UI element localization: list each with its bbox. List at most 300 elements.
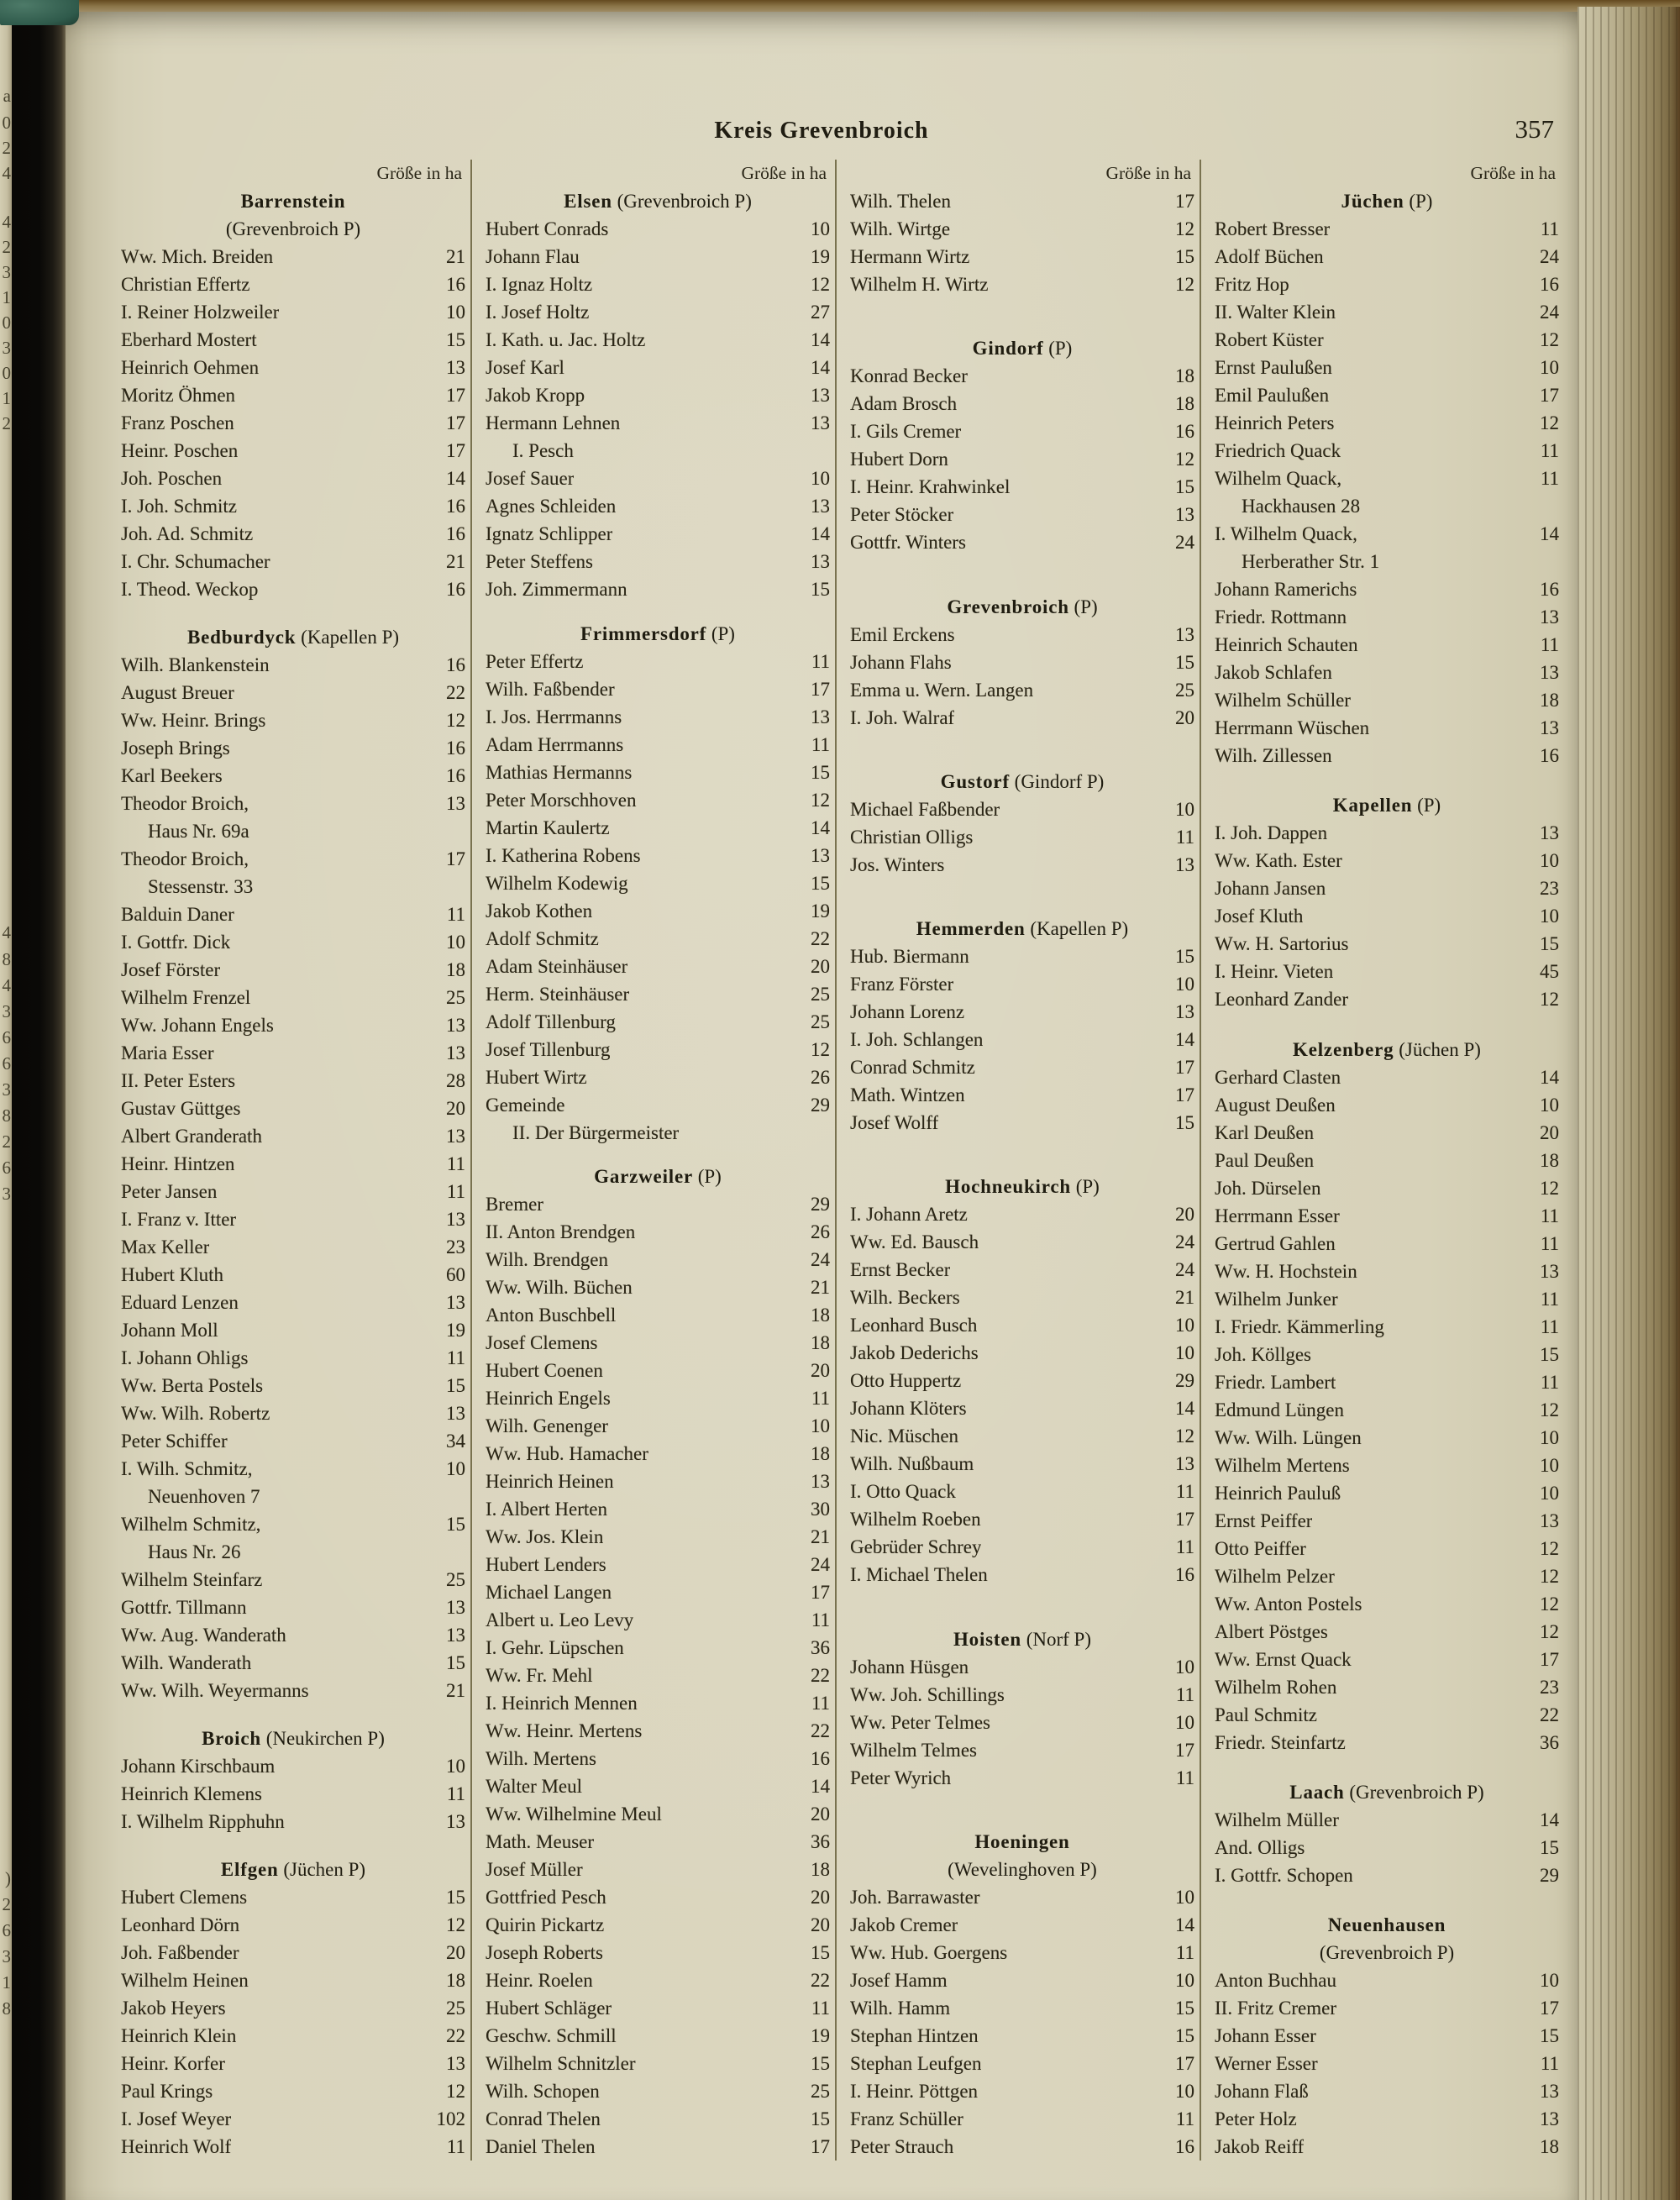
owner-name: Ww. Heinr. Mertens — [486, 1720, 643, 1741]
cutoff-character: 2 — [2, 1894, 11, 1914]
entry-row — [850, 2050, 1194, 2077]
section-parish: (Kapellen P) — [1030, 918, 1129, 940]
owner-name: Heinrich Schauten — [1215, 634, 1358, 655]
owner-name: Ww. Wilh. Robertz — [121, 1403, 270, 1424]
area-ha-value: 15 — [446, 1652, 465, 1673]
owner-name: Joseph Brings — [121, 738, 230, 759]
area-ha-value: 14 — [811, 523, 830, 544]
entry-row — [486, 437, 830, 465]
cutoff-character: 3 — [2, 1184, 11, 1204]
section-village-name: Elsen — [564, 191, 612, 212]
owner-name: Heinr. Poschen — [121, 440, 239, 461]
area-ha-value: 13 — [446, 1015, 465, 1036]
entry-row — [850, 1109, 1194, 1137]
area-ha-value: 10 — [1540, 357, 1559, 378]
owner-name: Edmund Lüngen — [1215, 1399, 1344, 1420]
entry-row — [850, 1764, 1194, 1792]
entry-row — [1215, 465, 1559, 492]
section-broich — [121, 1725, 465, 1835]
entry-row — [850, 998, 1194, 1026]
owner-name: I. Joh. Schmitz — [121, 496, 237, 517]
area-ha-value: 12 — [1175, 274, 1194, 295]
section-gindorf — [850, 334, 1194, 556]
entry-row — [486, 1246, 830, 1273]
owner-name: Gebrüder Schrey — [850, 1536, 982, 1558]
entry-row — [121, 437, 465, 465]
owner-name: Otto Peiffer — [1215, 1537, 1306, 1559]
owner-name: Ww. H. Hochstein — [1215, 1260, 1357, 1282]
area-ha-value: 25 — [446, 1569, 465, 1590]
owner-name: Hermann Lehnen — [486, 412, 621, 433]
section-heading — [850, 1828, 1194, 1856]
owner-name: Jakob Reiff — [1215, 2136, 1305, 2157]
area-ha-value: 24 — [1540, 246, 1559, 267]
entry-row — [850, 2022, 1194, 2050]
owner-name: Franz Schüller — [850, 2108, 963, 2129]
owner-name: Joh. Barrawaster — [850, 1886, 980, 1908]
section-kapellen — [1215, 791, 1559, 1013]
cutoff-character: ) — [5, 1868, 11, 1888]
area-ha-value: 30 — [811, 1499, 830, 1520]
owner-name: I. Wilhelm Ripphuhn — [121, 1811, 285, 1832]
area-ha-value: 17 — [446, 848, 465, 869]
section-heading — [121, 1856, 465, 1883]
owner-name: II. Peter Esters — [121, 1070, 236, 1091]
area-ha-value: 16 — [1540, 579, 1559, 600]
entry-row — [1215, 1119, 1559, 1147]
owner-name: Gottfr. Tillmann — [121, 1597, 247, 1618]
area-ha-value: 13 — [1175, 853, 1194, 875]
owner-name: Albert Pöstges — [1215, 1620, 1328, 1642]
owner-name: I. Kath. u. Jac. Holtz — [486, 329, 646, 350]
entry-row — [486, 1495, 830, 1523]
area-ha-value: 102 — [436, 2108, 465, 2129]
entry-row — [850, 1284, 1194, 1311]
entry-row — [486, 326, 830, 354]
entry-row — [486, 1301, 830, 1329]
section-parish: (Grevenbroich P) — [225, 218, 361, 239]
entry-row — [1215, 1091, 1559, 1119]
area-ha-value: 25 — [446, 987, 465, 1008]
area-ha-value: 20 — [1175, 706, 1194, 728]
owner-name: Paul Schmitz — [1215, 1704, 1318, 1725]
section-heading — [1215, 1939, 1559, 1966]
owner-name: Johann Klöters — [850, 1398, 967, 1420]
entry-row — [121, 1067, 465, 1095]
owner-name: Wilh. Beckers — [850, 1287, 960, 1309]
area-ha-value: 13 — [1175, 1453, 1194, 1475]
owner-name: Friedr. Rottmann — [1215, 606, 1347, 627]
owner-name: I. Gottfr. Schopen — [1215, 1864, 1353, 1886]
entry-row — [850, 1394, 1194, 1422]
owner-name: I. Pesch — [512, 440, 574, 461]
owner-name: II. Der Bürgermeister — [512, 1121, 680, 1143]
area-ha-value: 15 — [1175, 946, 1194, 968]
entry-row — [486, 1689, 830, 1717]
entry-row — [486, 1008, 830, 1036]
section-neuenhausen — [1215, 1911, 1559, 2161]
area-ha-value: 23 — [1540, 1676, 1559, 1698]
entry-continuation — [1215, 548, 1559, 575]
area-ha-value: 13 — [446, 793, 465, 814]
cutoff-character: 1 — [2, 388, 11, 408]
owner-name: Wilh. Mertens — [486, 1748, 596, 1769]
entry-row — [1215, 243, 1559, 270]
owner-name: Friedr. Steinfartz — [1215, 1731, 1346, 1753]
area-ha-value: 25 — [811, 1011, 830, 1032]
area-ha-value: 10 — [1175, 1711, 1194, 1733]
section-hemmerden — [850, 915, 1194, 1137]
entry-row — [121, 1205, 465, 1233]
entry-row — [121, 243, 465, 270]
area-ha-value: 17 — [1175, 191, 1194, 212]
area-ha-value: 13 — [1540, 1260, 1559, 1282]
owner-name: Fritz Hop — [1215, 274, 1289, 295]
entry-row — [850, 1505, 1194, 1533]
section-elfgen — [121, 1856, 465, 2161]
entry-row — [121, 928, 465, 956]
entry-row — [486, 786, 830, 814]
area-ha-value: 18 — [811, 1859, 830, 1880]
entry-row — [486, 2050, 830, 2077]
area-ha-value: 12 — [446, 710, 465, 731]
owner-name: Wilhelm Kodewig — [486, 872, 628, 894]
entry-row — [850, 390, 1194, 417]
owner-name: Johann Moll — [121, 1320, 218, 1341]
owner-name: Moritz Öhmen — [121, 385, 236, 406]
owner-name: Ww. H. Sartorius — [1215, 933, 1349, 955]
cutoff-character: 6 — [2, 1920, 11, 1940]
column-4 — [1200, 160, 1564, 2161]
owner-name: Joh. Zimmermann — [486, 579, 627, 600]
section-parish: (Jüchen P) — [283, 1859, 366, 1880]
section-village-name: Broich — [202, 1728, 261, 1749]
entry-row — [1215, 874, 1559, 902]
owner-name: Emil Paulußen — [1215, 385, 1330, 406]
owner-name: Wilhelm Telmes — [850, 1739, 977, 1761]
page-title: Kreis Grevenbroich — [714, 118, 929, 144]
area-ha-value: 25 — [1175, 679, 1194, 701]
owner-name: I. Katherina Robens — [486, 844, 641, 866]
owner-name: Wilhelm Quack, — [1215, 468, 1342, 489]
owner-name: Hermann Wirtz — [850, 246, 970, 267]
entry-row — [121, 465, 465, 492]
entry-row — [486, 842, 830, 869]
entry-row — [486, 1606, 830, 1634]
section-village-name: Gustorf — [940, 770, 1010, 792]
owner-name: I. Wilhelm Quack, — [1215, 523, 1357, 544]
area-ha-value: 15 — [811, 761, 830, 783]
entry-row — [486, 703, 830, 731]
area-ha-value: 11 — [811, 733, 830, 755]
entry-row — [1215, 631, 1559, 659]
owner-name: Emma u. Wern. Langen — [850, 679, 1034, 701]
area-ha-value: 13 — [1540, 2108, 1559, 2129]
owner-name: Jos. Winters — [850, 853, 945, 875]
entry-row — [1215, 1861, 1559, 1889]
area-ha-value: 13 — [446, 1597, 465, 1618]
section-gustorf — [850, 768, 1194, 879]
area-ha-value: 15 — [1540, 2025, 1559, 2046]
area-ha-value: 18 — [446, 1970, 465, 1991]
area-ha-value: 25 — [811, 983, 830, 1005]
owner-name: Wilh. Wirtge — [850, 218, 951, 239]
section-garzweiler — [486, 1163, 830, 2161]
entry-row — [1215, 1729, 1559, 1756]
cutoff-character: 4 — [2, 212, 11, 232]
area-ha-value: 10 — [1175, 1342, 1194, 1364]
entry-row — [121, 956, 465, 984]
owner-name: Wilhelm Roeben — [850, 1509, 981, 1531]
owner-name: Heinr. Hintzen — [121, 1153, 235, 1174]
area-ha-value: 18 — [1540, 1149, 1559, 1171]
entry-row — [486, 1091, 830, 1119]
owner-name: Friedrich Quack — [1215, 440, 1341, 461]
area-ha-value: 27 — [811, 302, 830, 323]
entry-row — [486, 953, 830, 980]
owner-name: I. Jos. Herrmanns — [486, 706, 622, 727]
area-ha-value: 15 — [811, 872, 830, 894]
area-ha-value: 16 — [1540, 745, 1559, 766]
area-ha-value: 17 — [811, 2136, 830, 2157]
entry-row — [1215, 1966, 1559, 1994]
owner-name: Ww. Heinr. Brings — [121, 710, 266, 731]
entry-row — [486, 1800, 830, 1828]
area-ha-value: 12 — [1175, 1426, 1194, 1447]
owner-name: Theodor Broich, — [121, 793, 249, 814]
entry-row — [121, 1911, 465, 1939]
area-ha-value: 11 — [1175, 1767, 1194, 1788]
entry-row — [1215, 958, 1559, 985]
owner-name: Johann Flau — [486, 246, 580, 267]
area-ha-value: 11 — [1175, 1941, 1194, 1963]
owner-name: Anton Buschbell — [486, 1305, 617, 1326]
owner-name: Christian Effertz — [121, 274, 250, 295]
entry-row — [121, 1594, 465, 1621]
owner-name: Ignatz Schlipper — [486, 523, 613, 544]
owner-name: Jakob Cremer — [850, 1914, 958, 1935]
area-ha-value: 36 — [811, 1831, 830, 1852]
area-ha-value: 11 — [1540, 1205, 1559, 1226]
owner-name: Jakob Kropp — [486, 385, 585, 406]
entry-row — [486, 1440, 830, 1468]
entry-row — [1215, 215, 1559, 243]
area-ha-value: 15 — [811, 2108, 830, 2129]
area-ha-value: 26 — [811, 1221, 830, 1242]
area-ha-value: 13 — [811, 706, 830, 727]
area-ha-value: 11 — [446, 2136, 465, 2157]
entry-row — [1215, 930, 1559, 958]
owner-name: I. Heinr. Krahwinkel — [850, 476, 1011, 498]
entry-row — [850, 215, 1194, 243]
entry-row — [486, 575, 830, 603]
owner-name: Maria Esser — [121, 1042, 214, 1063]
area-ha-value: 10 — [811, 218, 830, 239]
entry-row — [1215, 1618, 1559, 1646]
area-ha-value: 17 — [446, 440, 465, 461]
area-ha-value: 11 — [811, 1609, 830, 1630]
entry-row — [121, 1233, 465, 1261]
owner-name: Math. Meuser — [486, 1831, 595, 1852]
owner-address: Haus Nr. 69a — [148, 821, 249, 842]
size-in-ha-label: Größe in ha — [1105, 163, 1191, 183]
owner-name: Michael Faßbender — [850, 798, 1000, 820]
entry-row — [486, 1745, 830, 1772]
owner-name: Josef Karl — [486, 357, 564, 378]
area-ha-value: 20 — [811, 955, 830, 977]
area-ha-value: 18 — [1175, 365, 1194, 387]
area-ha-value: 10 — [446, 932, 465, 953]
owner-name: I. Wilh. Schmitz, — [121, 1458, 253, 1479]
owner-name: Adolf Schmitz — [486, 927, 599, 949]
area-ha-value: 21 — [446, 246, 465, 267]
owner-name: Ww. Hub. Hamacher — [486, 1443, 648, 1464]
section-heading — [121, 1725, 465, 1752]
entry-row — [121, 2133, 465, 2161]
entry-row — [121, 2022, 465, 2050]
area-ha-value: 12 — [811, 1038, 830, 1060]
section-village-name: Grevenbroich — [947, 596, 1069, 617]
area-ha-value: 10 — [446, 1756, 465, 1777]
owner-name: Wilh. Brendgen — [486, 1249, 608, 1270]
entry-row — [486, 548, 830, 575]
area-ha-value: 21 — [811, 1277, 830, 1298]
area-ha-value: 36 — [811, 1637, 830, 1658]
owner-name: Peter Steffens — [486, 551, 593, 572]
entry-row — [850, 1450, 1194, 1478]
owner-name: I. Gehr. Lüpschen — [486, 1637, 624, 1658]
section-parish: (Gindorf P) — [1014, 770, 1105, 792]
owner-name: Ernst Paulußen — [1215, 357, 1332, 378]
entry-row — [486, 1357, 830, 1384]
owner-name: I. Joh. Schlangen — [850, 1029, 984, 1051]
area-ha-value: 12 — [1540, 1537, 1559, 1559]
section-continued — [850, 160, 1194, 298]
entry-row — [850, 1736, 1194, 1764]
entry-row — [486, 1412, 830, 1440]
entry-row — [486, 1634, 830, 1662]
owner-name: Johann Hüsgen — [850, 1656, 969, 1678]
section-parish: (P) — [1417, 795, 1441, 816]
owner-name: Eduard Lenzen — [121, 1292, 239, 1313]
page — [66, 12, 1578, 2200]
owner-name: Max Keller — [121, 1237, 210, 1258]
owner-name: Peter Strauch — [850, 2135, 954, 2157]
area-ha-value: 11 — [446, 1783, 465, 1804]
owner-name: Wilh. Faßbender — [486, 678, 615, 700]
owner-name: Joh. Poschen — [121, 468, 223, 489]
entry-row — [121, 381, 465, 409]
area-ha-value: 15 — [1175, 1997, 1194, 2019]
area-ha-value: 13 — [1540, 606, 1559, 627]
entry-row — [121, 1780, 465, 1808]
area-ha-value: 13 — [811, 496, 830, 517]
area-ha-value: 14 — [811, 1776, 830, 1797]
owner-name: And. Olligs — [1215, 1836, 1305, 1858]
entry-row — [850, 942, 1194, 970]
section-village-name: Barrenstein — [240, 191, 346, 212]
area-ha-value: 10 — [1540, 1454, 1559, 1476]
owner-name: I. Ignaz Holtz — [486, 274, 593, 295]
section-village-name: Elfgen — [220, 1859, 279, 1880]
owner-name: Wilhelm Mertens — [1215, 1454, 1350, 1476]
entry-row — [1215, 1313, 1559, 1341]
area-ha-value: 20 — [1540, 1121, 1559, 1143]
owner-name: Eberhard Mostert — [121, 329, 257, 350]
section-frimmersdorf — [486, 620, 830, 1147]
area-ha-value: 13 — [1175, 623, 1194, 645]
area-ha-value: 20 — [811, 1360, 830, 1381]
entry-row — [121, 984, 465, 1011]
area-ha-value: 18 — [811, 1305, 830, 1326]
section-heading — [850, 593, 1194, 621]
entry-row — [850, 528, 1194, 556]
owner-name: Hubert Wirtz — [486, 1066, 587, 1088]
entry-row — [1215, 1479, 1559, 1507]
entry-row — [486, 1329, 830, 1357]
entry-row — [486, 354, 830, 381]
owner-name: Conrad Thelen — [486, 2108, 601, 2129]
entry-row — [121, 845, 465, 873]
area-ha-value: 22 — [811, 1665, 830, 1686]
owner-name: Hubert Clemens — [121, 1887, 248, 1908]
area-ha-value: 19 — [811, 900, 830, 921]
entry-row — [486, 1828, 830, 1856]
area-ha-value: 17 — [811, 1582, 830, 1603]
owner-name: Peter Jansen — [121, 1181, 218, 1202]
entry-row — [1215, 409, 1559, 437]
owner-name: Otto Huppertz — [850, 1370, 962, 1392]
size-in-ha-label: Größe in ha — [741, 163, 827, 183]
owner-name: Robert Küster — [1215, 329, 1324, 350]
area-ha-value: 10 — [1175, 1315, 1194, 1336]
owner-name: Johann Kirschbaum — [121, 1756, 276, 1777]
area-ha-value: 10 — [1540, 850, 1559, 872]
owner-name: Josef Clemens — [486, 1332, 598, 1353]
area-ha-value: 10 — [1175, 1656, 1194, 1678]
area-ha-value: 16 — [1175, 1564, 1194, 1586]
area-ha-value: 18 — [1540, 2136, 1559, 2157]
area-ha-value: 10 — [1175, 974, 1194, 995]
entry-row — [850, 187, 1194, 215]
entry-row — [1215, 1174, 1559, 1202]
owner-name: Heinrich Peters — [1215, 412, 1335, 433]
section-heading — [850, 915, 1194, 942]
entry-row — [1215, 1396, 1559, 1424]
entry-row — [1215, 2050, 1559, 2077]
owner-name: Adam Herrmanns — [486, 733, 624, 755]
area-ha-value: 18 — [1175, 393, 1194, 415]
area-ha-value: 10 — [811, 1415, 830, 1436]
entry-row — [121, 1178, 465, 1205]
area-ha-value: 20 — [811, 1887, 830, 1908]
owner-name: Peter Holz — [1215, 2108, 1297, 2129]
opposite-page-edge — [0, 0, 12, 2200]
area-ha-value: 11 — [811, 1388, 830, 1409]
section-heading — [850, 1856, 1194, 1883]
owner-name: Mathias Hermanns — [486, 761, 633, 783]
owner-name: Gottfried Pesch — [486, 1887, 606, 1908]
owner-name: I. Joh. Walraf — [850, 706, 955, 728]
owner-name: Martin Kaulertz — [486, 816, 610, 838]
owner-name: Peter Schiffer — [121, 1431, 228, 1452]
owner-address: Neuenhoven 7 — [148, 1486, 260, 1507]
owner-name: I. Josef Holtz — [486, 302, 590, 323]
owner-name: Johann Ramerichs — [1215, 579, 1357, 600]
owner-name: I. Otto Quack — [850, 1481, 956, 1503]
area-ha-value: 22 — [811, 1970, 830, 1991]
owner-name: Jakob Heyers — [121, 1998, 226, 2019]
